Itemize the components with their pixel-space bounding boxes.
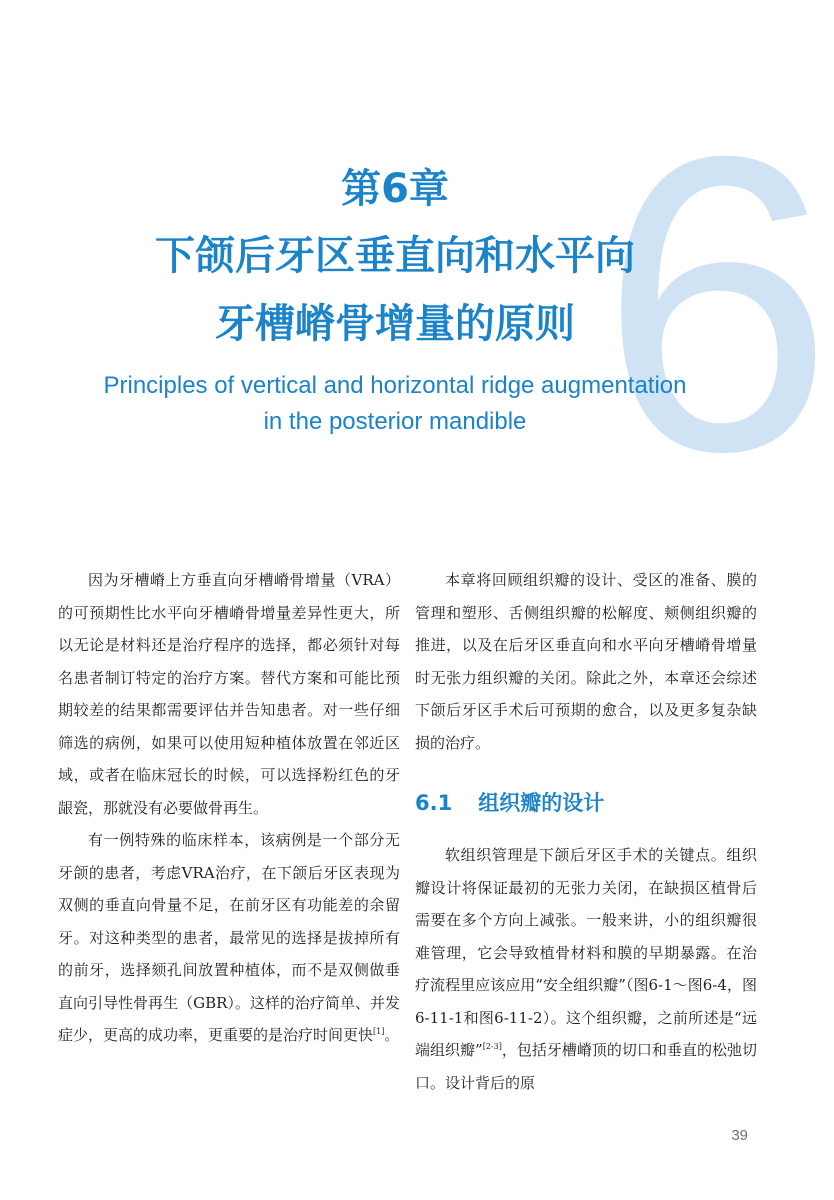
chapter-title-cn	[0, 222, 790, 358]
section-title: 组织瓣的设计	[478, 791, 605, 815]
body-paragraph	[58, 824, 400, 1052]
body-paragraph: 本章将回顾组织瓣的设计、受区的准备、膜的管理和塑形、舌侧组织瓣的松解度、颊侧组织瓣的推进，以及在后牙区垂直向和水平向牙槽嵴骨增量时无张力组织瓣的关闭。除此之外，本章还会综述下颌后牙区手术后可预期的愈合，以及更多复杂缺损的治疗。	[415, 571, 757, 752]
chapter-label: 第6章	[341, 166, 449, 212]
chapter-title-en	[0, 368, 790, 440]
chapter-title-cn-line2: 牙槽嵴骨增量的原则	[215, 301, 575, 347]
chapter-title-en-line1: Principles of vertical and horizontal ridge augmentation	[103, 372, 687, 399]
citation-reference[interactable]: [2-3]	[482, 1042, 502, 1051]
page-number: 39	[731, 1127, 748, 1144]
body-paragraph: 因为牙槽嵴上方垂直向牙槽嵴骨增量（VRA）的可预期性比水平向牙槽嵴骨增量差异性更大，所以无论是材料还是治疗程序的选择，都必须针对每名患者制订特定的治疗方案。替代方案和可能比预期较差的结果都需要评估并告知患者。对一些仔细筛选的病例，如果可以使用短种植体放置在邻近区域，或者在临床冠长的时候，可以选择粉红色的牙龈瓷，那就没有必要做骨再生。	[58, 571, 400, 817]
body-text: 有一例特殊的临床样本，该病例是一个部分无牙颌的患者，考虑VRA治疗，在下颌后牙区表现为双侧的垂直向骨量不足，在前牙区有功能差的余留牙。对这种类型的患者，最常见的选择是拔掉所有的前牙，选择颏孔间放置种植体，而不是双侧做垂直向引导性骨再生（GBR）。这样的治疗简单、并发症少，更高的成功率，更重要的是治疗时间更快	[58, 831, 400, 1044]
citation-reference[interactable]: [1]	[373, 1027, 385, 1036]
chapter-title-cn-line1: 下颌后牙区垂直向和水平向	[155, 233, 635, 279]
chapter-title-en-line2: in the posterior mandible	[263, 408, 527, 435]
right-column	[415, 564, 757, 1099]
body-text: 软组织管理是下颌后牙区手术的关键点。组织瓣设计将保证最初的无张力关闭，在缺损区植骨后需要在多个方向上减张。一般来讲，小的组织瓣很难管理，它会导致植骨材料和膜的早期暴露。在治疗流程里应该应用“安全组织瓣”（图6-1～图6-4，图6-11-1和图6-11-2）。这个组织瓣，之前所述是“远端组织瓣”	[415, 846, 757, 1059]
section-heading	[415, 787, 757, 819]
body-text: 。	[384, 1026, 400, 1044]
body-paragraph	[415, 839, 757, 1099]
left-column	[58, 564, 400, 1052]
chapter-number-watermark: 6	[600, 70, 834, 539]
body-text: ，包括牙槽嵴顶的切口和垂直的松弛切口。设计背后的原	[415, 1041, 757, 1092]
chapter-header	[0, 160, 790, 440]
section-number: 6.1	[415, 791, 453, 815]
